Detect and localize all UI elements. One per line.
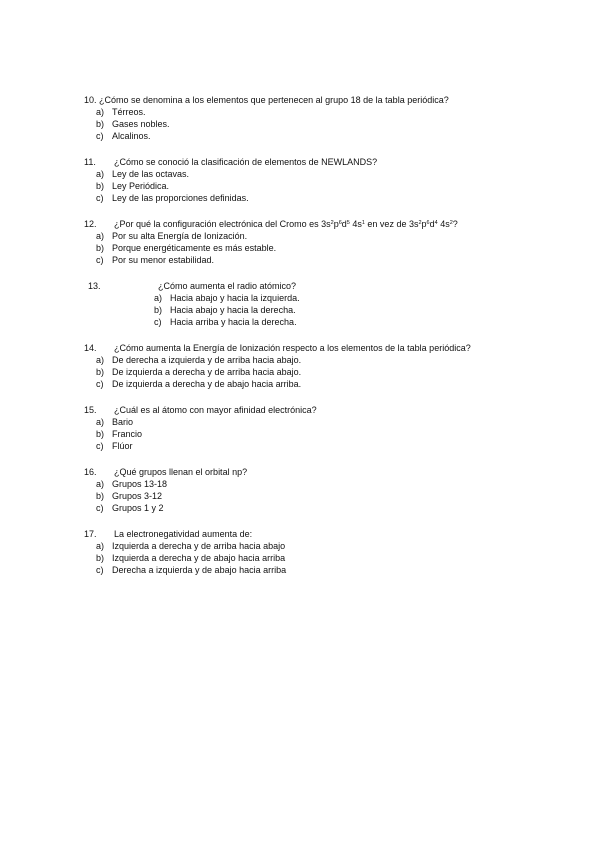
question-number: 15. bbox=[84, 405, 97, 415]
question-text: ¿Cómo se denomina a los elementos que pertenecen al grupo 18 de la tabla periódica? bbox=[99, 95, 449, 105]
question-text: La electronegatividad aumenta de: bbox=[114, 529, 253, 539]
question-number: 11. bbox=[84, 157, 96, 167]
question-number: 10. bbox=[84, 95, 97, 105]
question-number: 16. bbox=[84, 467, 97, 477]
question-text: ¿Qué grupos llenan el orbital np? bbox=[114, 467, 248, 477]
electron-config-formula: $3s^2p^6d^5$ $4s^1$ en vez de $3s^2p^6d^4$ $4s^2$? bbox=[321, 219, 458, 229]
question-text: ¿Cómo se conoció la clasificación de elementos de NEWLANDS? bbox=[114, 157, 378, 167]
question-number: 17. bbox=[84, 529, 97, 539]
question-text: ¿Cómo aumenta el radio atómico? bbox=[158, 281, 297, 291]
question-text: ¿Por qué la configuración electrónica del Cromo es $3s^2p^6d^5$ $4s^1$ en vez de $3s^2p^6d^4$ $4s^2$? bbox=[114, 219, 458, 229]
question-number: 12. bbox=[84, 219, 97, 229]
question-text: ¿Cómo aumenta la Energía de Ionización respecto a los elementos de la tabla periódica? bbox=[114, 343, 471, 353]
question-text: ¿Cuál es al átomo con mayor afinidad electrónica? bbox=[114, 405, 317, 415]
question-number: 14. bbox=[84, 343, 97, 353]
question-number: 13. bbox=[88, 281, 101, 291]
